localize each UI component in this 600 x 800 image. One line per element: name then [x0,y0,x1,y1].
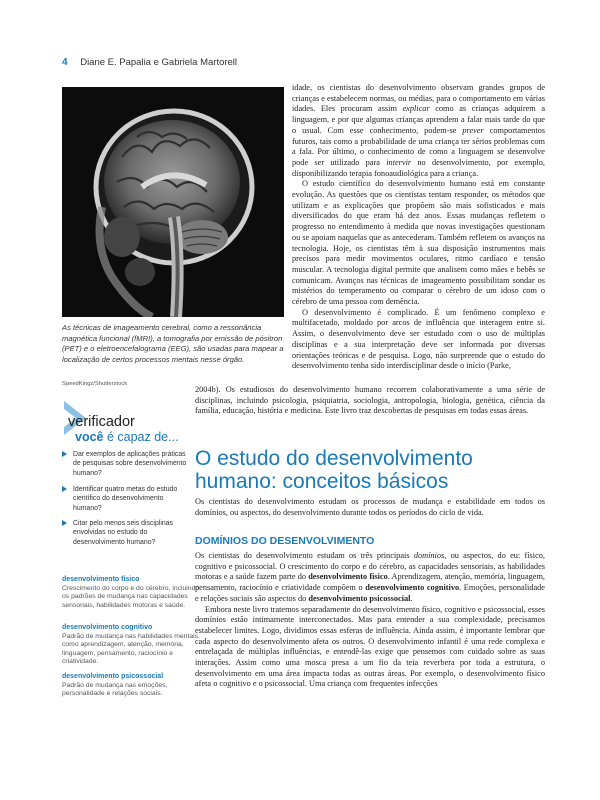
verificador-item-text: Dar exemplos de aplicações práticas de pesquisas sobre desenvolvimento humano? [73,451,187,477]
paragraph [292,83,545,179]
glossary-entry [62,576,204,610]
text-run: no desenvolvimento, por exemplo, disponibilizando terapia fonoaudiológica para a criança. [292,157,545,178]
glossary-term: desenvolvimento psicossocial [62,673,164,680]
body-column-right [292,83,545,372]
brain-mri-image [62,87,284,317]
paragraph-continuation: 2004b). Os estudiosos do desenvolvimento humano recorrem colaborativamente a uma série de disciplinas, incluindo psicologia, psiquiatria, sociologia, antropologia, biologia, genética, ciência da família, educação, história e medicina. Este livro traz descobertas de pesquisas em todas essas áreas. [195,385,545,416]
glossary-term: desenvolvimento físico [62,576,140,583]
section-title: O estudo do desenvolvimento humano: conceitos básicos [195,447,473,493]
glossary-definition: Padrão de mudança nas habilidades mentais, como aprendizagem, atenção, memória, linguagem, pensamento, raciocínio e criatividade. [62,632,200,666]
page-number: 4 [62,57,68,68]
header-authors: Diane E. Papalia e Gabriela Martorell [80,57,238,68]
verificador-item [62,450,192,478]
mri-illustration [62,87,284,317]
verificador-title: verificador [68,414,135,430]
glossary-entry [62,624,204,667]
emphasis: prever [462,125,484,135]
running-header [62,57,237,68]
glossary-definition: Padrão de mudança nas emoções, personalidade e relações sociais. [62,681,168,698]
paragraph: O desenvolvimento é complicado. É um fenômeno complexo e multifacetado, moldado por arcos de influência que interagem entre si. Assim, o desenvolvimento deve ser estudado com o uso de múltiplas disciplinas e a sua interpretação deve ser informada por diversas orientações teóricas e de pesquisa. Logo, não surpreende que o estudo do desenvolvimento tenha sido interdisciplinar desde o início (Parke, [292,307,545,371]
verificador-subtitle-rest: é capaz de... [103,430,179,444]
paragraph: O estudo científico do desenvolvimento humano está em constante evolução. As questões que os cientistas tentam responder, os métodos que utilizam e as explicações que propõem são mais sofisticados e mais diversificados do que eram há dez anos. Essas mudanças refletem o progresso no entendimento à medida que novas investigações questionam ou se apoiam naquelas que as antecederam. Também refletem os avanços na tecnologia. Hoje, os cientistas têm à sua disposição instrumentos mais precisos para medir movimentos oculares, ritmo cardíaco e tensão muscular. A tecnologia digital permite que analisem como mães e bebês se comunicam. Avanços nas técnicas de imageamento possibilitam sondar os mistérios do temperamento ou comparar o cérebro de um idoso com o cérebro de uma pessoa com demência. [292,179,545,307]
text-run: como as crianças adquirem a linguagem, e por que algumas crianças aprendem a falar mais tarde do que o usual. Com esse conhecimento, podem-se [292,104,545,135]
emphasis: explicar [402,104,430,114]
verificador-item-text: Citar pelo menos seis disciplinas envolvidas no estudo do desenvolvimento humano? [73,520,173,546]
text-run: . Aprendizagem, atenção, memória, linguagem, pensamento, raciocínio e criatividade compõem o [195,572,545,593]
paragraph [195,551,545,605]
figure-caption: As técnicas de imageamento cerebral, como a ressonância magnética funcional (fMRI), a tomografia por emissão de pósitron (PET) e o eletroencefalograma (EEG), são usadas para mapear a localização de certos processos mentais nesse órgão. [62,323,284,365]
text-run: , ou aspectos, do eu: físico, cognitivo e psicossocial. O crescimento do corpo e do cérebro, as capacidades sensoriais, as habilidades motoras e a saúde fazem parte do [195,551,545,582]
paragraph: Embora neste livro tratemos separadamente do desenvolvimento físico, cognitivo e psicossocial, esses domínios estão intimamente interconectados. Mas para entender a sua complexidade, precisamos estabelecer limites. Logo, dividimos essas esferas de influência. Ainda assim, é importante lembrar que cada aspecto do desenvolvimento afeta os outros. O desenvolvimento infantil é uma rede complexa e entrelaçada de múltiplas influências, e entendê-las exige que pensemos com cuidado sobre as suas interações. Assim como uma mosca presa a um fio da teia reverbera por toda a estrutura, o desenvolvimento em uma área impacta todas as outras áreas. Por exemplo, o desenvolvimento físico afeta o cognitivo e o psicossocial. Uma criança com frequentes infecções [195,604,545,689]
glossary-entry [62,673,204,699]
subsection-heading: DOMÍNIOS DO DESENVOLVIMENTO [195,535,375,547]
key-term: desenvolvimento psicossocial [308,593,411,603]
key-term: desenvolvimento físico [308,572,388,582]
text-run: . [410,593,413,603]
verificador-item [62,519,192,547]
verificador-item-text: Identificar quatro metas do estudo científico do desenvolvimento humano? [73,486,178,512]
emphasis: intervir [386,157,412,167]
key-term: desenvolvimento cognitivo [365,583,460,593]
glossary-definition: Crescimento do corpo e do cérebro, incluindo os padrões de mudança nas capacidades sensoriais, habilidades motoras e saúde. [62,584,200,609]
text-run: Os cientistas do desenvolvimento estudam os três principais [195,551,414,560]
figure-credit: SpeedKingz/Shutterstock [62,381,128,387]
text-run: comportamentos futuros, tais como a probabilidade de uma criança ter sérios problemas com a fala. Por último, o conhecimento de como a linguagem se desenvolve pode ser utilizado para [292,125,546,167]
text-run: idade, os cientistas do desenvolvimento observam grandes grupos de crianças e estabelecem normas, ou médias, para o comportamento em várias idades. Eles procuram assim [292,83,545,114]
triangle-bullet-icon [62,486,67,492]
triangle-bullet-icon [62,451,67,457]
verificador-subtitle [75,430,179,444]
glossary-term: desenvolvimento cognitivo [62,624,153,631]
section-intro: Os cientistas do desenvolvimento estudam os processos de mudança e estabilidade em todos os domínios, ou aspectos, do desenvolvimento durante todos os períodos do ciclo de vida. [195,497,545,517]
triangle-bullet-icon [62,520,67,526]
emphasis: domínios [413,551,445,560]
dominios-body [195,551,545,690]
verificador-item [62,485,192,513]
text-run: . Emoções, personalidade e relações sociais são aspectos do [195,583,545,603]
verificador-subtitle-bold: você [75,430,104,444]
